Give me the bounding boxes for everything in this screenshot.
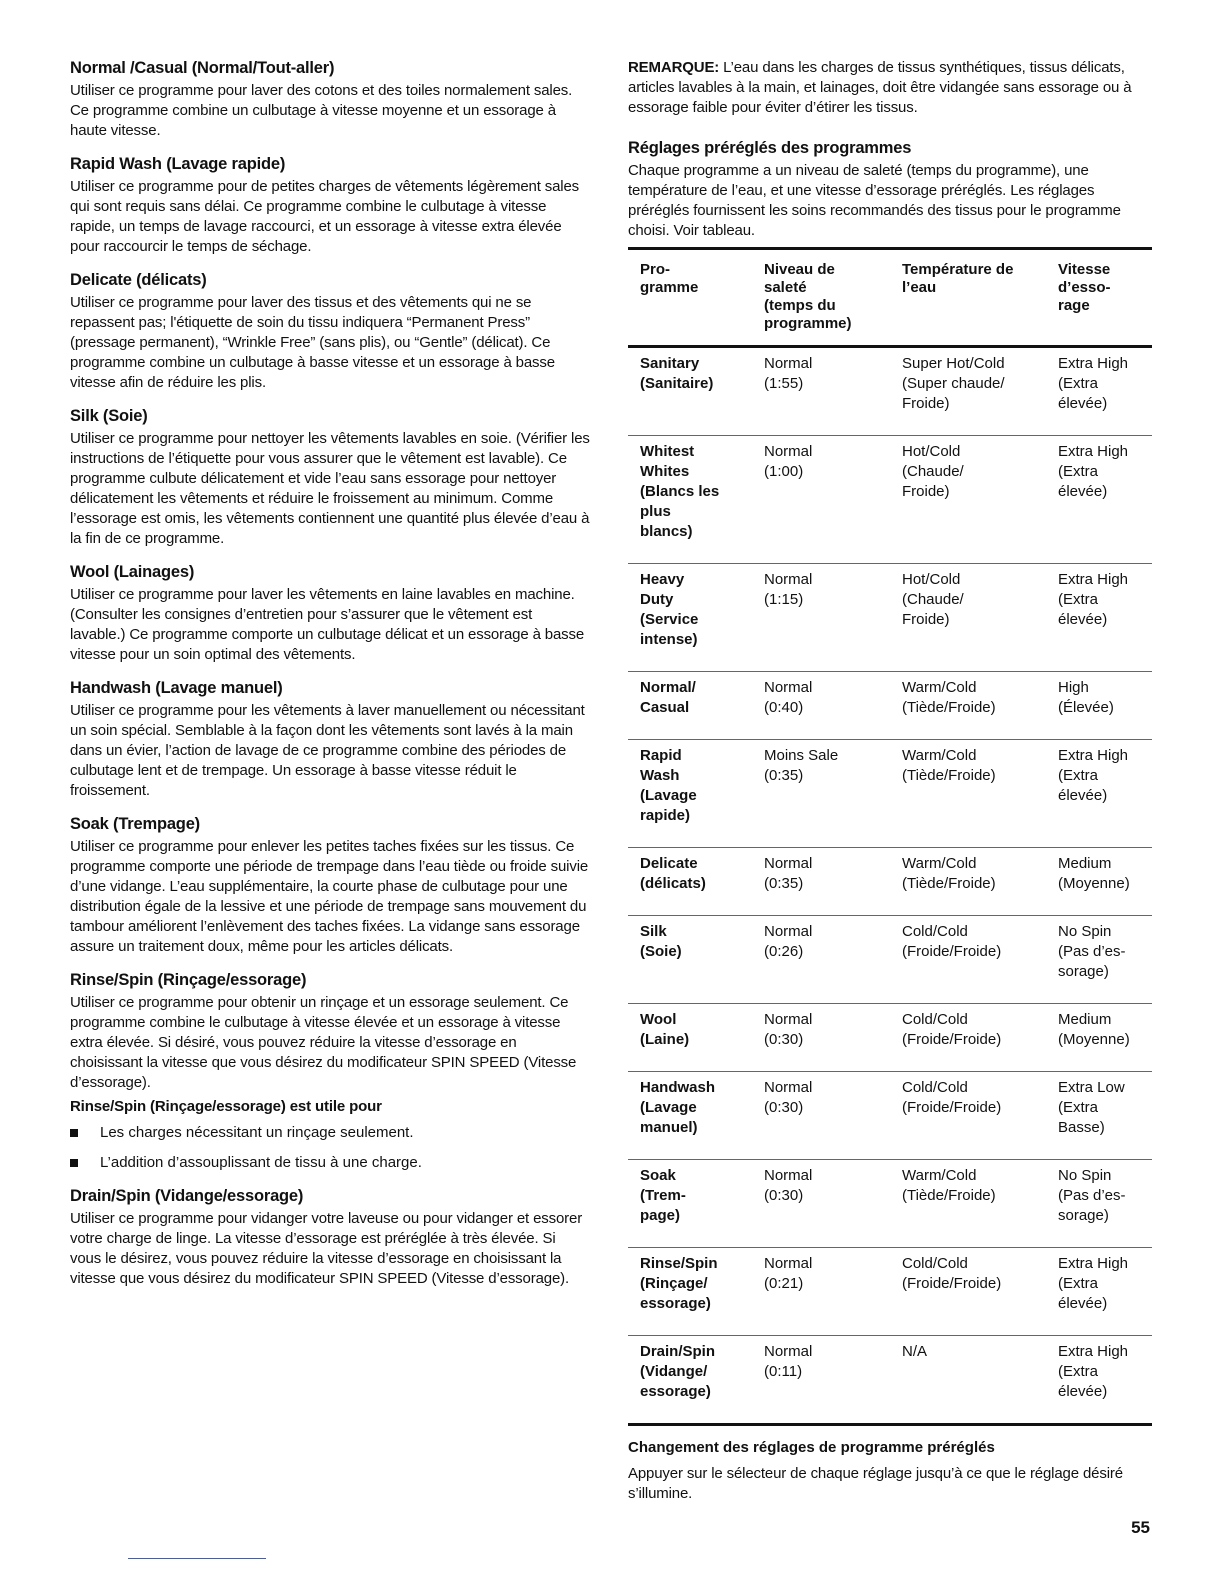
table-cell: Hot/Cold (Chaude/ Froide) bbox=[902, 571, 964, 628]
program-section-body: Utiliser ce programme pour les vêtements à laver manuellement ou nécessitant un soin spécial. Semblable à la façon dont les vêtements sont lavés à la main dans un évier, l’action de lavage de ce programme combine des périodes de culbutage lent et de trempage. Un essorage à basse vitesse réduit le froissement. bbox=[70, 702, 585, 799]
presets-title: Réglages préréglés des programmes bbox=[628, 139, 912, 157]
table-cell: Normal (0:26) bbox=[764, 923, 813, 960]
program-name-cell: Wool (Laine) bbox=[640, 1011, 690, 1048]
table-header-cell: Température de l’eau bbox=[902, 261, 1014, 296]
table-cell: Normal (0:30) bbox=[764, 1011, 813, 1048]
rinse-spin-useful-title: Rinse/Spin (Rinçage/essorage) est utile pour bbox=[70, 1098, 382, 1115]
drain-spin-body: Utiliser ce programme pour vidanger votre laveuse ou pour vidanger et essorer votre charge de linge. La vitesse d’essorage est préréglée à très élevée. Si vous le désirez, vous pouvez réduire la vitesse d’essorage en choisissant la vitesse que vous désirez du modificateur SPIN SPEED (Vitesse d’essorage). bbox=[70, 1210, 583, 1287]
bullet-item: L’addition d’assouplissant de tissu à une charge. bbox=[70, 1153, 590, 1173]
program-section-body: Utiliser ce programme pour nettoyer les vêtements lavables en soie. (Vérifier les instructions de l’étiquette pour vous assurer que le vêtement est lavable). Ce programme culbute délicatement et vide l’eau sans essorage pour nettoyer délicatement les vêtements et réduire le froissement au minimum. Comme l’essorage est omis, les vêtements contiennent une quantité plus élevée d’eau à la fin de ce programme. bbox=[70, 430, 590, 547]
bullet-item: Les charges nécessitant un rinçage seulement. bbox=[70, 1123, 590, 1143]
footer-line bbox=[128, 1558, 266, 1559]
program-section-body: Utiliser ce programme pour laver les vêtements en laine lavables en machine. (Consulter les consignes d’entretien pour s’assurer que le vêtement est lavable.) Ce programme comporte un culbutage délicat et un essorage à basse vitesse pour un soin optimal des vêtements. bbox=[70, 586, 585, 663]
bullet-square-icon bbox=[70, 1129, 78, 1137]
program-section-title: Wool (Lainages) bbox=[70, 563, 195, 581]
remark-text: L’eau dans les charges de tissus synthétiques, tissus délicats, articles lavables à la main, et lainages, doit être vidangée sans essorage ou à essorage faible pour éviter d’étirer les tissus. bbox=[628, 59, 1132, 116]
program-section bbox=[70, 406, 590, 549]
bullet-square-icon bbox=[70, 1159, 78, 1167]
change-settings-text: Appuyer sur le sélecteur de chaque réglage jusqu’à ce que le réglage désiré s’illumine. bbox=[628, 1465, 1123, 1502]
program-section bbox=[70, 814, 590, 957]
page-number: 55 bbox=[1131, 1518, 1150, 1537]
table-header-row bbox=[628, 249, 1152, 347]
table-cell: Normal (0:11) bbox=[764, 1343, 813, 1380]
program-section-title: Soak (Trempage) bbox=[70, 815, 200, 833]
program-section-title: Delicate (délicats) bbox=[70, 271, 207, 289]
table-row bbox=[628, 916, 1152, 1004]
table-header-cell: Vitesse d’esso- rage bbox=[1058, 261, 1111, 314]
program-name-cell: Whitest Whites (Blancs les plus blancs) bbox=[640, 443, 720, 540]
program-name-cell: Normal/ Casual bbox=[640, 679, 696, 716]
table-cell: Cold/Cold (Froide/Froide) bbox=[902, 1255, 1002, 1292]
table-header-cell: Niveau de saleté (temps du programme) bbox=[764, 261, 852, 332]
program-name-cell: Delicate (délicats) bbox=[640, 855, 706, 892]
table-cell: Warm/Cold (Tiède/Froide) bbox=[902, 747, 996, 784]
program-section bbox=[70, 678, 590, 801]
drain-spin-title: Drain/Spin (Vidange/essorage) bbox=[70, 1187, 304, 1205]
table-cell: Warm/Cold (Tiède/Froide) bbox=[902, 1167, 996, 1204]
table-cell: Normal (0:30) bbox=[764, 1167, 813, 1204]
change-settings-section bbox=[628, 1438, 1152, 1504]
table-cell: Moins Sale (0:35) bbox=[764, 747, 839, 784]
table-cell: Medium (Moyenne) bbox=[1058, 855, 1130, 892]
table-row bbox=[628, 740, 1152, 848]
table-body bbox=[628, 347, 1152, 1425]
table-cell: Extra High (Extra élevée) bbox=[1058, 747, 1129, 804]
table-cell: Normal (0:30) bbox=[764, 1079, 813, 1116]
program-section-body: Utiliser ce programme pour enlever les petites taches fixées sur les tissus. Ce programme comporte une période de trempage dans l’eau tiède ou froide suivie d’une vidange. L’eau supplémentaire, la courte phase de culbutage pour une distribution égale de la lessive et une période de trempage sans mouvement du tambour améliorent l’enlèvement des taches fixées. La vidange sans essorage assure un traitement doux, même pour les articles délicats. bbox=[70, 838, 589, 955]
program-section-title: Silk (Soie) bbox=[70, 407, 148, 425]
table-row bbox=[628, 436, 1152, 564]
rinse-spin-bullets bbox=[70, 1123, 590, 1173]
presets-intro: Chaque programme a un niveau de saleté (temps du programme), une température de l’eau, et une vitesse d’essorage préréglés. Les réglages préréglés fournissent les soins recommandés des tissus pour le programme choisi. Voir tableau. bbox=[628, 162, 1121, 239]
remark-note bbox=[628, 58, 1152, 118]
drain-spin-section bbox=[70, 1186, 590, 1289]
table-header-cell: Pro- gramme bbox=[640, 261, 699, 296]
program-section-body: Utiliser ce programme pour de petites charges de vêtements légèrement sales qui sont requis sans délai. Ce programme combine le culbutage à vitesse rapide, un temps de lavage raccourci, et un essorage à vitesse extra élevée pour raccourcir le temps de séchage. bbox=[70, 178, 580, 255]
table-cell: Extra High (Extra élevée) bbox=[1058, 443, 1129, 500]
table-row bbox=[628, 347, 1152, 436]
table-cell: Normal (1:00) bbox=[764, 443, 813, 480]
table-cell: No Spin (Pas d’es- sorage) bbox=[1058, 1167, 1126, 1224]
table-cell: Cold/Cold (Froide/Froide) bbox=[902, 1011, 1002, 1048]
program-name-cell: Handwash (Lavage manuel) bbox=[640, 1079, 716, 1136]
table-row bbox=[628, 672, 1152, 740]
table-row bbox=[628, 1072, 1152, 1160]
table-cell: High (Élevée) bbox=[1058, 679, 1114, 716]
table-row bbox=[628, 1160, 1152, 1248]
program-section bbox=[70, 154, 590, 257]
table-cell: Medium (Moyenne) bbox=[1058, 1011, 1130, 1048]
table-cell: N/A bbox=[902, 1343, 928, 1360]
program-name-cell: Rinse/Spin (Rinçage/ essorage) bbox=[640, 1255, 718, 1312]
table-cell: No Spin (Pas d’es- sorage) bbox=[1058, 923, 1126, 980]
table-row bbox=[628, 1004, 1152, 1072]
program-section-body: Utiliser ce programme pour laver des tissus et des vêtements qui ne se repassent pas; l'étiquette de soin du tissu indiquera “Permanent Press” (pressage permanent), “Wrinkle Free” (sans plis), ou “Gentle” (délicat). Ce programme combine un culbutage à basse vitesse et un essorage à basse vitesse afin de réduire les plis. bbox=[70, 294, 555, 391]
table-cell: Extra High (Extra élevée) bbox=[1058, 1343, 1129, 1400]
program-name-cell: Rapid Wash (Lavage rapide) bbox=[640, 747, 697, 824]
table-cell: Normal (0:35) bbox=[764, 855, 813, 892]
table-cell: Super Hot/Cold (Super chaude/ Froide) bbox=[902, 355, 1005, 412]
program-section-body: Utiliser ce programme pour laver des cotons et des toiles normalement sales. Ce programme combine un culbutage à vitesse moyenne et un essorage à haute vitesse. bbox=[70, 82, 573, 139]
table-cell: Extra High (Extra élevée) bbox=[1058, 1255, 1129, 1312]
table-cell: Extra High (Extra élevée) bbox=[1058, 571, 1129, 628]
table-row bbox=[628, 1336, 1152, 1425]
program-descriptions bbox=[70, 58, 590, 957]
program-section bbox=[70, 270, 590, 393]
table-cell: Cold/Cold (Froide/Froide) bbox=[902, 1079, 1002, 1116]
table-row bbox=[628, 564, 1152, 672]
table-cell: Extra High (Extra élevée) bbox=[1058, 355, 1129, 412]
table-cell: Warm/Cold (Tiède/Froide) bbox=[902, 679, 996, 716]
program-section bbox=[70, 562, 590, 665]
table-cell: Hot/Cold (Chaude/ Froide) bbox=[902, 443, 964, 500]
program-section-title: Handwash (Lavage manuel) bbox=[70, 679, 283, 697]
remark-label: REMARQUE: bbox=[628, 59, 720, 76]
rinse-spin-body: Utiliser ce programme pour obtenir un rinçage et un essorage seulement. Ce programme combine le culbutage à vitesse élevée et un essorage à vitesse extra élevée. Si désiré, vous pouvez réduire la vitesse d’essorage en choisissant la vitesse que vous désirez du modificateur SPIN SPEED (Vitesse d’essorage). bbox=[70, 994, 577, 1091]
program-name-cell: Soak (Trem- page) bbox=[640, 1167, 686, 1224]
rinse-spin-section bbox=[70, 970, 590, 1173]
table-cell: Cold/Cold (Froide/Froide) bbox=[902, 923, 1002, 960]
table-row bbox=[628, 848, 1152, 916]
table-row bbox=[628, 1248, 1152, 1336]
table-cell: Warm/Cold (Tiède/Froide) bbox=[902, 855, 996, 892]
program-section-title: Rapid Wash (Lavage rapide) bbox=[70, 155, 286, 173]
program-settings-table bbox=[628, 247, 1152, 1426]
table-cell: Normal (1:15) bbox=[764, 571, 813, 608]
table-cell: Normal (0:21) bbox=[764, 1255, 813, 1292]
left-column bbox=[70, 58, 590, 1302]
program-section-title: Normal /Casual (Normal/Tout-aller) bbox=[70, 59, 335, 77]
change-settings-title: Changement des réglages de programme préréglés bbox=[628, 1439, 995, 1456]
table-cell: Extra Low (Extra Basse) bbox=[1058, 1079, 1125, 1136]
presets-section bbox=[628, 138, 1152, 241]
program-name-cell: Drain/Spin (Vidange/ essorage) bbox=[640, 1343, 716, 1400]
table-cell: Normal (0:40) bbox=[764, 679, 813, 716]
program-name-cell: Heavy Duty (Service intense) bbox=[640, 571, 699, 648]
right-column bbox=[628, 58, 1152, 1504]
table-cell: Normal (1:55) bbox=[764, 355, 813, 392]
rinse-spin-title: Rinse/Spin (Rinçage/essorage) bbox=[70, 971, 307, 989]
program-name-cell: Sanitary (Sanitaire) bbox=[640, 355, 714, 392]
program-name-cell: Silk (Soie) bbox=[640, 923, 682, 960]
program-section bbox=[70, 58, 590, 141]
